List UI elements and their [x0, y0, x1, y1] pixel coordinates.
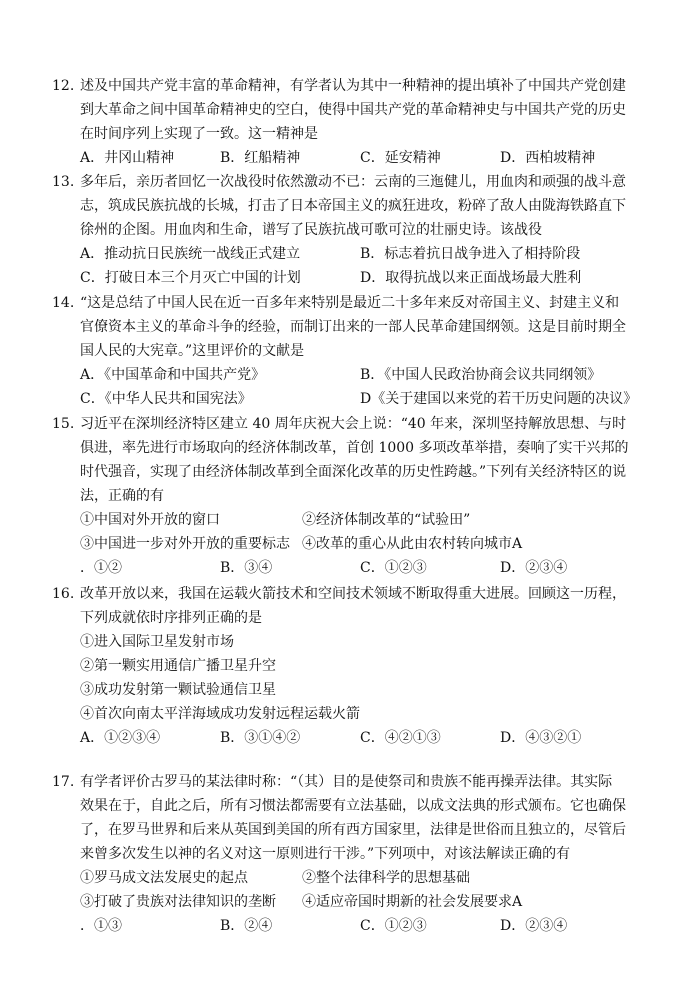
statement-3: ③成功发射第一颗试验通信卫星 [80, 682, 276, 698]
question-stem-line: 习近平在深圳经济特区建立 40 周年庆祝大会上说：“40 年来，深圳坚持解放思想、与时 [80, 416, 627, 432]
statement-2: ②第一颗实用通信广播卫星升空 [80, 658, 276, 674]
answer-options [52, 726, 642, 750]
option-b: B．③①④② [220, 730, 301, 746]
option-a: ．①② [80, 560, 122, 576]
option-d: D《关于建国以来党的若干历史问题的决议》 [360, 391, 638, 407]
question-number: 13. [52, 174, 75, 190]
question-stem-line: 国人民的大宪章。”这里评价的文献是 [80, 343, 305, 359]
question-number: 14. [52, 295, 75, 311]
statement-1: ①进入国际卫星发射市场 [80, 634, 234, 650]
answer-options [52, 242, 642, 266]
statement-1: ①中国对外开放的窗口 [80, 512, 220, 528]
option-b: B．《中国人民政治协商会议共同纲领》 [360, 367, 602, 383]
question-stem-line: 官僚资本主义的革命斗争的经验，而制订出来的一部人民革命建国纲领。这是目前时期全 [80, 319, 626, 335]
option-d: D．④③②① [500, 730, 582, 746]
option-b: B．标志着抗日战争进入了相持阶段 [360, 246, 581, 262]
option-d: D．西柏坡精神 [500, 150, 596, 166]
question-number: 15. [52, 416, 75, 432]
question-14 [52, 291, 642, 411]
question-stem-line: 改革开放以来，我国在运载火箭技术和空间技术领域不断取得重大进展。回顾这一历程， [80, 586, 626, 602]
question-stem-line: 俱进，率先进行市场取向的经济体制改革，首创 1000 多项改革举措，奏响了实干兴邦的 [80, 440, 629, 456]
answer-options [52, 266, 642, 290]
option-a: A．推动抗日民族统一战线正式建立 [80, 246, 301, 262]
option-c: C．④②①③ [360, 730, 441, 746]
option-c: C．打破日本三个月灭亡中国的计划 [80, 270, 301, 286]
answer-options [52, 556, 642, 580]
statement-list [52, 866, 642, 890]
answer-options [52, 363, 642, 387]
question-13 [52, 170, 642, 290]
answer-options [52, 387, 642, 411]
question-stem-line: 法，正确的有 [80, 488, 164, 504]
statement-3: ③中国进一步对外开放的重要标志 [80, 536, 290, 552]
statement-2: ②经济体制改革的“试验田” [302, 512, 471, 528]
question-stem-line: 到大革命之间中国革命精神史的空白，使得中国共产党的革命精神史与中国共产党的历史 [80, 102, 626, 118]
question-stem-line: 志，筑成民族抗战的长城，打击了日本帝国主义的疯狂进攻，粉碎了敌人由陇海铁路直下 [80, 198, 626, 214]
statement-1: ①罗马成文法发展史的起点 [80, 870, 248, 886]
question-stem-line: “这是总结了中国人民在近一百多年来特别是最近二十多年来反对帝国主义、封建主义和 [80, 295, 620, 311]
question-17 [52, 770, 642, 938]
statement-4: ④改革的重心从此由农村转向城市A [302, 536, 523, 552]
question-stem-line: 在时间序列上实现了一致。这一精神是 [80, 126, 318, 142]
statement-4: ④适应帝国时期新的社会发展要求A [302, 894, 523, 910]
question-number: 17. [52, 774, 75, 790]
statement-list [52, 532, 642, 556]
question-stem-line: 时代强音，实现了由经济体制改革到全面深化改革的历史性跨越。”下列有关经济特区的说 [80, 464, 627, 480]
question-12 [52, 74, 642, 170]
option-a: A．①②③④ [80, 730, 161, 746]
question-number: 12. [52, 78, 75, 94]
question-stem-line: 有学者评价古罗马的某法律时称：“（其）目的是使祭司和贵族不能再操弄法律。其实际 [80, 774, 613, 790]
statement-list [52, 890, 642, 914]
statement-4: ④首次向南太平洋海域成功发射远程运载火箭 [80, 706, 360, 722]
answer-options [52, 146, 642, 170]
option-c: C．《中华人民共和国宪法》 [80, 391, 252, 407]
option-d: D．②③④ [500, 560, 568, 576]
question-stem-line: 了，在罗马世界和后来从英国到美国的所有西方国家里，法律是世俗而且独立的，尽管后 [80, 822, 626, 838]
option-b: B．③④ [220, 560, 273, 576]
question-stem-line: 述及中国共产党丰富的革命精神，有学者认为其中一种精神的提出填补了中国共产党创建 [80, 78, 626, 94]
option-c: C．①②③ [360, 560, 427, 576]
question-number: 16. [52, 586, 75, 602]
question-16 [52, 582, 642, 750]
option-c: C．①②③ [360, 918, 427, 934]
option-b: B．红船精神 [220, 150, 301, 166]
question-15 [52, 412, 642, 580]
answer-options [52, 914, 642, 938]
statement-2: ②整个法律科学的思想基础 [302, 870, 470, 886]
question-stem-line: 效果在于，自此之后，所有习惯法都需要有立法基础，以成文法典的形式颁布。它也确保 [80, 798, 626, 814]
option-c: C．延安精神 [360, 150, 441, 166]
statement-3: ③打破了贵族对法律知识的垄断 [80, 894, 276, 910]
question-stem-line: 徐州的企图。用血肉和生命，谱写了民族抗战可歌可泣的壮丽史诗。该战役 [80, 222, 542, 238]
option-a: A．井冈山精神 [80, 150, 175, 166]
option-b: B．②④ [220, 918, 273, 934]
question-stem-line: 下列成就依时序排列正确的是 [80, 610, 262, 626]
option-a: A．《中国革命和中国共产党》 [80, 367, 266, 383]
question-stem-line: 来曾多次发生以神的名义对这一原则进行干涉。”下列项中，对该法解读正确的有 [80, 846, 571, 862]
option-d: D．②③④ [500, 918, 568, 934]
question-stem-line: 多年后，亲历者回忆一次战役时依然激动不已：云南的三迤健儿，用血肉和顽强的战斗意 [80, 174, 626, 190]
option-a: ．①③ [80, 918, 122, 934]
statement-list [52, 508, 642, 532]
option-d: D．取得抗战以来正面战场最大胜利 [360, 270, 582, 286]
